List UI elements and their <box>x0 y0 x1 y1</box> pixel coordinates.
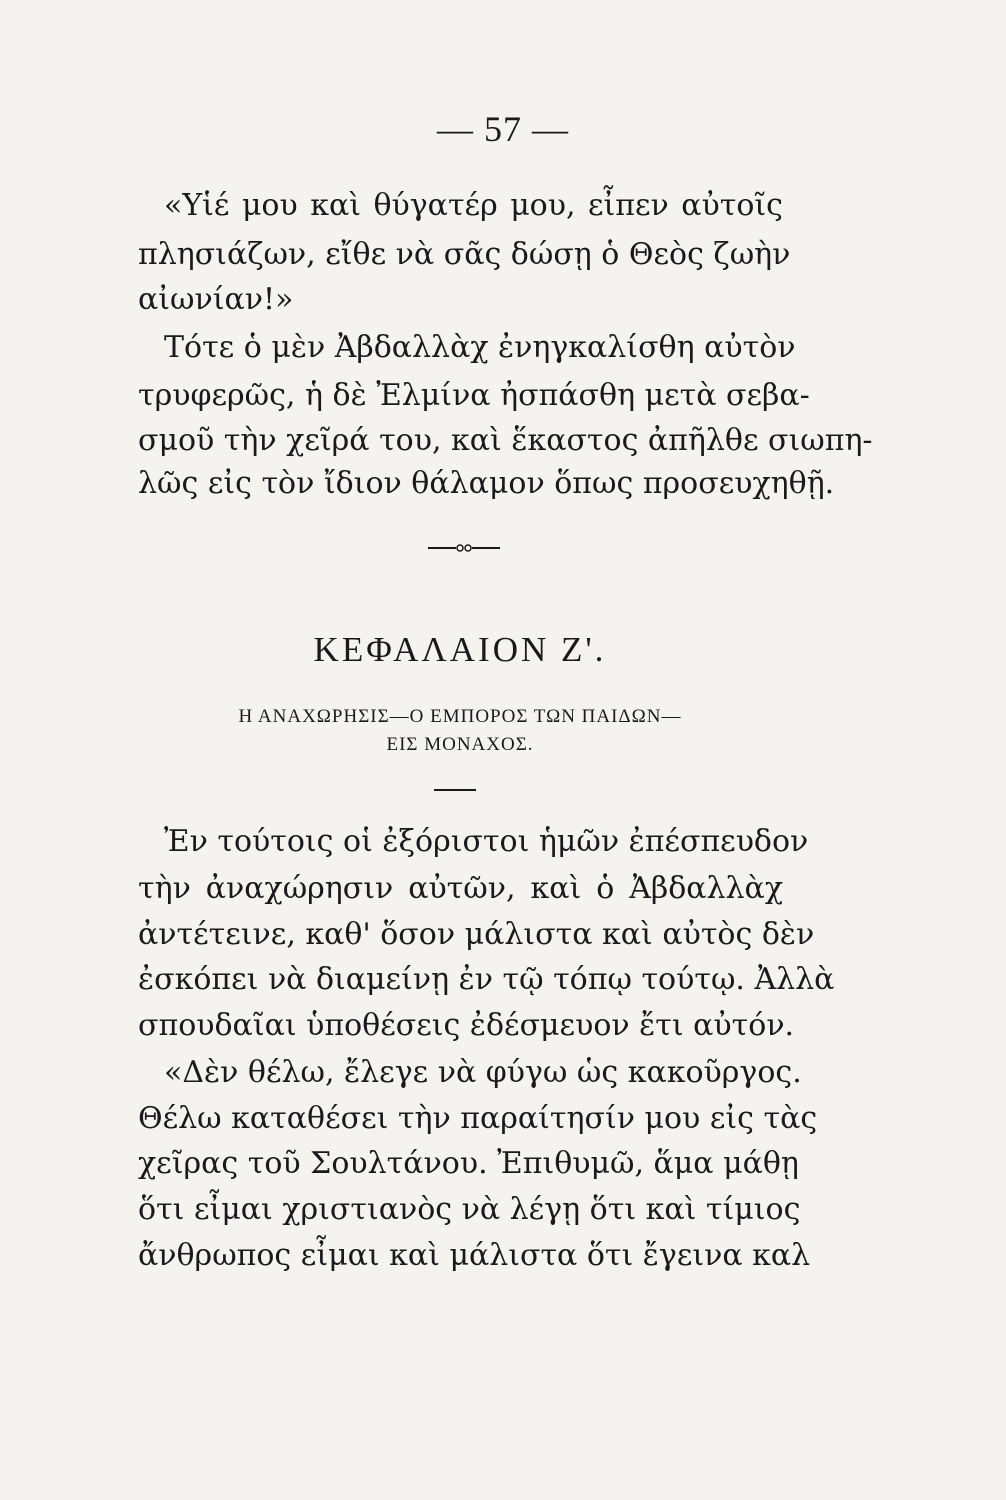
text-line: λῶς εἰς τὸν ἴδιον θάλαμον ὅπως προσευχηθῇ. <box>138 466 835 501</box>
text-line: «Δὲν θέλω, ἔλεγε νὰ φύγω ὡς κακοῦργος. <box>164 1055 802 1090</box>
text-line: Ἐν τούτοις οἱ ἐξόριστοι ἡμῶν ἐπέσπευδον <box>164 824 809 859</box>
text-line: χεῖρας τοῦ Σουλτάνου. Ἐπιθυμῶ, ἅμα μάθῃ <box>138 1146 799 1181</box>
chapter-subtitle: Η ΑΝΑΧΩΡΗΣΙΣ—Ο ΕΜΠΟΡΟΣ ΤΩΝ ΠΑΙΔΩΝ— <box>238 706 682 727</box>
text-line: ἀντέτεινε, καθ' ὅσον μάλιστα καὶ αὐτὸς δὲν <box>138 917 815 952</box>
text-line: τρυφερῶς, ἡ δὲ Ἐλμίνα ἠσπάσθη μετὰ σεβα- <box>138 378 810 413</box>
text-line: ἄνθρωπος εἶμαι καὶ μάλιστα ὅτι ἔγεινα καλ <box>138 1238 811 1273</box>
text-line: αἰωνίαν!» <box>138 282 294 317</box>
text-line: Θέλω καταθέσει τὴν παραίτησίν μου εἰς τὰς <box>138 1101 818 1136</box>
text-line: τὴν ἀναχώρησιν αὐτῶν, καὶ ὁ Ἀβδαλλὰχ <box>138 871 783 906</box>
text-line: «Υἱέ μου καὶ θύγατέρ μου, εἶπεν αὐτοῖς <box>164 188 783 223</box>
text-line: ὅτι εἶμαι χριστιανὸς νὰ λέγῃ ὅτι καὶ τίμιος <box>138 1192 801 1227</box>
text-line: πλησιάζων, εἴθε νὰ σᾶς δώσῃ ὁ Θεὸς ζωὴν <box>138 237 791 272</box>
text-line: Τότε ὁ μὲν Ἀβδαλλὰχ ἐνηγκαλίσθη αὐτὸν <box>164 330 796 365</box>
text-line: ἐσκόπει νὰ διαμείνῃ ἐν τῷ τόπῳ τούτῳ. Ἀλλὰ <box>138 962 835 997</box>
chapter-title: ΚΕΦΑΛΑΙΟΝ Ζ'. <box>313 630 607 669</box>
text-line: σπουδαῖαι ὑποθέσεις ἐδέσμευον ἔτι αὐτόν. <box>138 1008 795 1043</box>
ornament-divider-icon <box>428 536 500 560</box>
chapter-subtitle: ΕΙΣ ΜΟΝΑΧΟΣ. <box>386 734 534 755</box>
text-line: σμοῦ τὴν χεῖρά του, καὶ ἕκαστος ἀπῆλθε σιωπη- <box>138 423 873 458</box>
divider-rule <box>434 789 476 791</box>
page-number: — 57 — <box>437 109 569 149</box>
